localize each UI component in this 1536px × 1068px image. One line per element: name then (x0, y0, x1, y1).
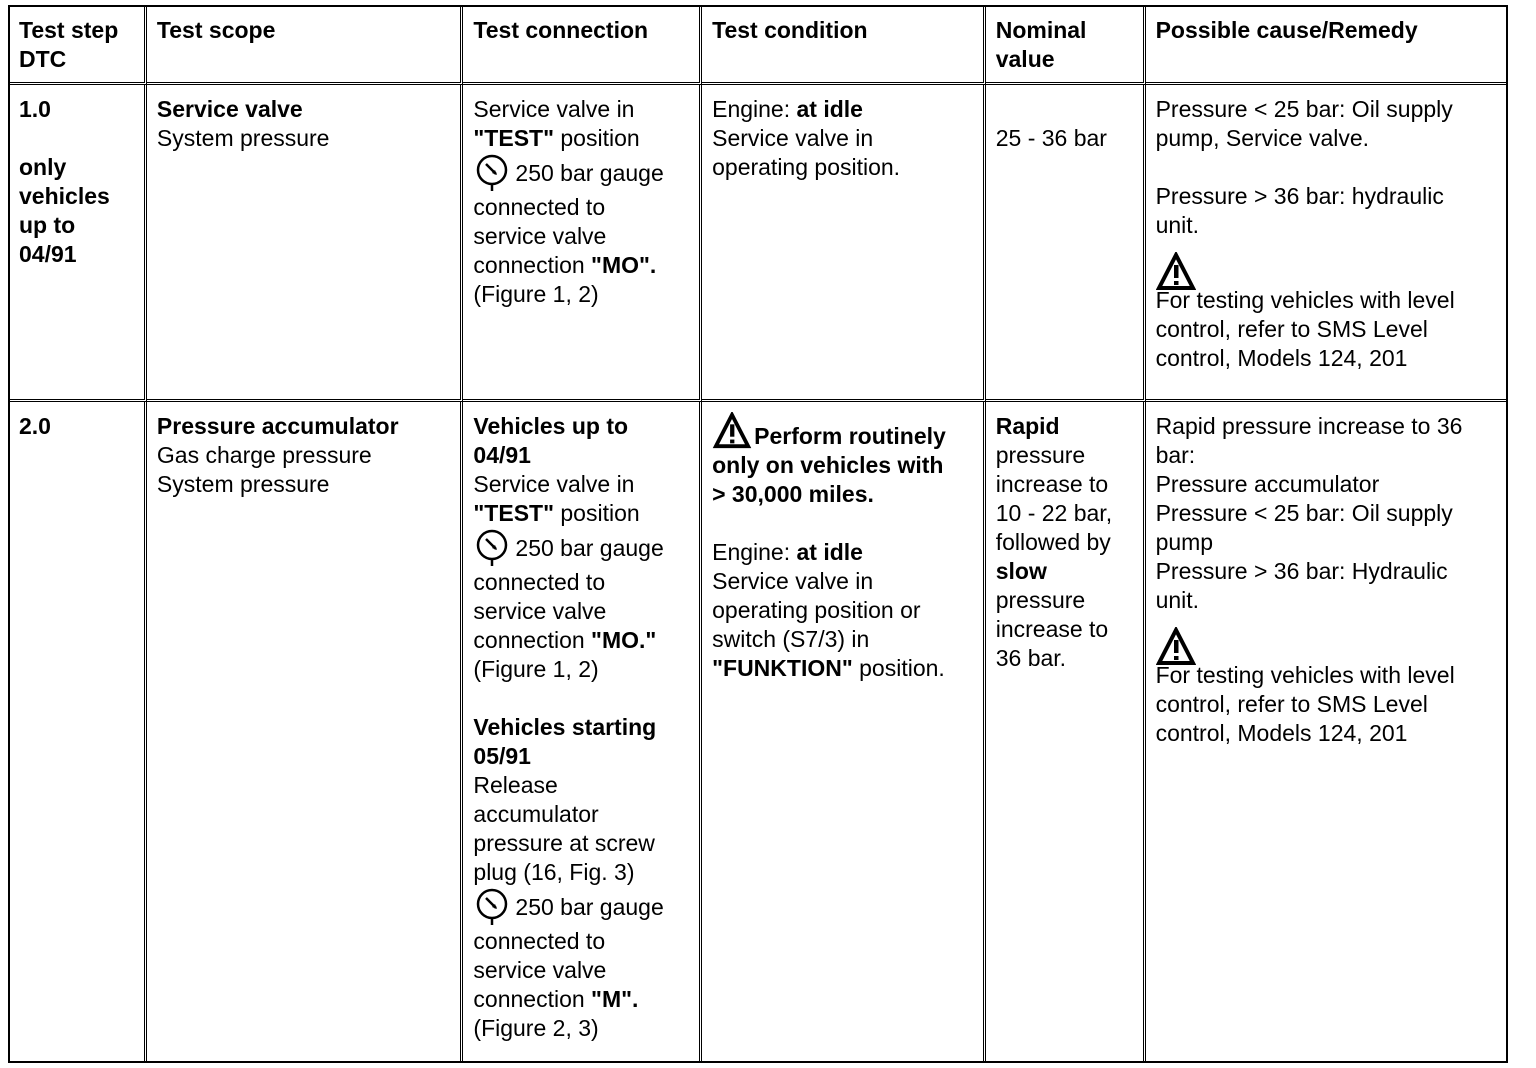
test-step-cell (9, 85, 147, 402)
test-scope-cell (147, 85, 463, 402)
nominal-value-cell: Rapid pressure increase to 10 - 22 bar, followed by slow pressure increase to 36 bar. (986, 402, 1146, 1062)
pressure-gauge-icon (473, 887, 513, 927)
step-number: 2.0 (19, 413, 51, 439)
test-connection-cell: Service valve in "TEST" position 250 bar gauge connected to service valve connection "MO". (Figure 1, 2) (463, 85, 702, 402)
header-remedy: Possible cause/Remedy (1146, 6, 1507, 85)
pressure-gauge-icon (473, 528, 513, 568)
header-test-step: Test step DTC (9, 6, 147, 85)
test-condition-cell: Perform routinely only on vehicles with > 30,000 miles. Engine: at idle Service valve in operating position or switch (S7/3) in "FUNKTION" position. (702, 402, 986, 1062)
warning-triangle-icon (712, 412, 752, 450)
test-step-cell (9, 402, 147, 1062)
test-condition-cell: Engine: at idle Service valve in operating position. (702, 85, 986, 402)
header-test-scope: Test scope (147, 6, 463, 85)
header-test-connection: Test connection (463, 6, 702, 85)
scope-line: System pressure (156, 471, 330, 497)
header-test-condition: Test condition (702, 6, 986, 85)
table-row (9, 85, 1507, 402)
scope-line: System pressure (156, 125, 330, 151)
nominal-value-cell (986, 85, 1146, 402)
scope-line: Gas charge pressure (156, 442, 372, 468)
diagnostic-test-table (8, 5, 1508, 1063)
table-row (9, 402, 1507, 1062)
test-scope-cell (147, 402, 463, 1062)
step-note: up to (19, 212, 76, 238)
step-note: vehicles (19, 183, 110, 209)
test-connection-cell: Vehicles up to 04/91 Service valve in "TEST" position 250 bar gauge connected to service valve connection "MO." (Figure 1, 2) Vehicles starting 05/91 Release accumulator pressure at screw plug (16, Fig. 3) 250 bar gauge connected to service valve connection "M". (Figure 2, 3) (463, 402, 702, 1062)
header-nominal-value: Nominal value (986, 6, 1146, 85)
pressure-gauge-icon (473, 153, 513, 193)
nominal-value: 25 - 36 bar (995, 125, 1107, 151)
scope-title: Service valve (156, 96, 303, 122)
scope-title: Pressure accumulator (156, 413, 399, 439)
remedy-cell: Rapid pressure increase to 36 bar: Pressure accumulator Pressure < 25 bar: Oil supply pump Pressure > 36 bar: Hydraulic unit. For testing vehicles with level control, refer to SMS Level control, Models 124, 201 (1155, 413, 1463, 746)
step-note: 04/91 (19, 241, 77, 267)
step-number: 1.0 (19, 96, 51, 122)
step-note: only (19, 154, 67, 180)
table-header-row (9, 6, 1507, 85)
remedy-cell: Pressure < 25 bar: Oil supply pump, Service valve. Pressure > 36 bar: hydraulic unit. For testing vehicles with level control, refer to SMS Level control, Models 124, 201 (1146, 85, 1507, 402)
